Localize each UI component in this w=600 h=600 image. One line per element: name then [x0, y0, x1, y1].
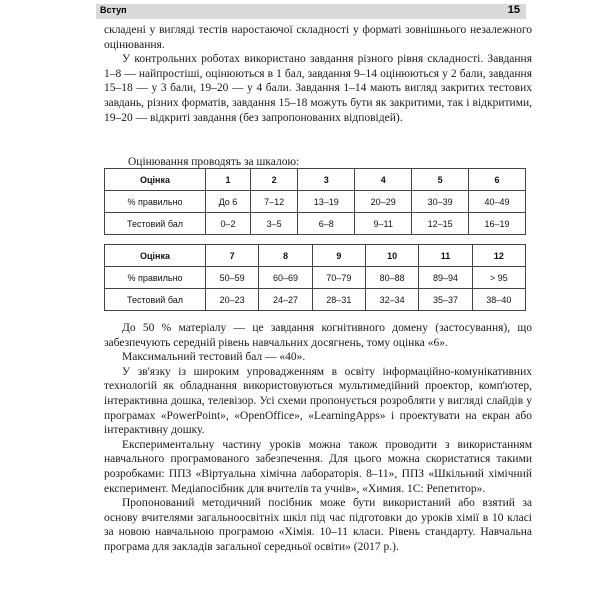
table-cell: 20–23 [206, 289, 259, 311]
table-cell: 6–8 [298, 213, 355, 235]
paragraph: Пропонований методичний посібник може бути використаний або взятий за основу вчителями загальноосвітніх шкіл під час підготовки до уроків хімії в 10 класі за новою навчальною програмою «Хімія. 10–11 класи. Рівень стандарту. Навчальна програма для закладів загальної середньої освіти» (2017 р.). [104, 497, 532, 553]
table-header-cell: 6 [469, 169, 526, 191]
table-cell: 80–88 [365, 267, 418, 289]
table-cell: 12–15 [412, 213, 469, 235]
table-cell: 50–59 [206, 267, 259, 289]
table-cell: 16–19 [469, 213, 526, 235]
table-header-cell: 10 [365, 245, 418, 267]
table-header-cell: 11 [419, 245, 472, 267]
table-cell: % правильно [105, 191, 206, 213]
table-header-cell: Оцінка [105, 245, 206, 267]
grading-table-2 [104, 244, 526, 311]
table-header-cell: 1 [206, 169, 251, 191]
table-cell: 30–39 [412, 191, 469, 213]
table-cell: > 95 [472, 267, 525, 289]
paragraph: Максимальний тестовий бал — «40». [122, 351, 306, 364]
table-cell: 9–11 [355, 213, 412, 235]
table-cell: 7–12 [250, 191, 297, 213]
table-cell: % правильно [105, 267, 206, 289]
table-header-cell: 2 [250, 169, 297, 191]
table-cell: 20–29 [355, 191, 412, 213]
table-cell: 32–34 [365, 289, 418, 311]
table-cell: 28–31 [312, 289, 365, 311]
scale-intro: Оцінювання проводять за шкалою: [128, 156, 300, 168]
section-title: Вступ [100, 5, 127, 15]
table-cell: 0–2 [206, 213, 251, 235]
grading-table-1 [104, 168, 526, 235]
table-cell: 38–40 [472, 289, 525, 311]
running-header [96, 4, 526, 19]
table-header-cell: 5 [412, 169, 469, 191]
table-cell: 3–5 [250, 213, 297, 235]
table-header-cell: 7 [206, 245, 259, 267]
table-header-cell: Оцінка [105, 169, 206, 191]
table-row [105, 289, 526, 311]
table-cell: До 6 [206, 191, 251, 213]
table-cell: 13–19 [298, 191, 355, 213]
table-header-cell: 8 [259, 245, 312, 267]
paragraph: До 50 % матеріалу — це завдання когнітивного домену (застосування), що забезпечують середній рівень навчальних досягнень, тому оцінка «6». [104, 322, 532, 349]
page-number: 15 [507, 4, 520, 16]
table-cell: 24–27 [259, 289, 312, 311]
paragraph: У контрольних роботах використано завдання різного рівня складності. Завдання 1–8 — найпростіші, оцінюються в 1 бал, завдання 9–14 оцінюються у 2 бали, завдання 15–18 — у 3 бали, 19–20 — у 4 бали. Завдання 1–14 мають вигляд закритих тестових завдань, різних форматів, завдання 15–18 можуть бути як закритими, так і відкритими, 19–20 — відкриті завдання (без запропонованих відповідей). [104, 53, 532, 124]
paragraph: У зв'язку із широким упровадженням в освіту інформаційно-комунікативних технологій як обладнання використовуються мультимедійний проектор, комп'ютер, інтерактивна дошка, телевізор. Усі схеми пропонується розробляти у вигляді слайдів у програмах «PowerPoint», «OpenOffice», «LearningApps» і проектувати на екран або інтерактивну дошку. [104, 365, 532, 437]
table-header-cell: 9 [312, 245, 365, 267]
table-header-row [105, 245, 526, 267]
table-cell: 70–79 [312, 267, 365, 289]
table-row [105, 213, 526, 235]
paragraph: Експериментальну частину уроків можна також проводити з використанням навчального програмованого забезпечення. Для цього можна скористатися такими розробками: ППЗ «Віртуальна хімічна лабораторія. 8–11», ППЗ «Шкільний хімічний експеримент. Медіапосібник для вчителів та учнів», «Химия. 1С: Репетитор». [104, 438, 532, 495]
table-header-row [105, 169, 526, 191]
intro-text [104, 23, 532, 125]
table-cell: 40–49 [469, 191, 526, 213]
table-cell: 89–94 [419, 267, 472, 289]
table-cell: 35–37 [419, 289, 472, 311]
table-header-cell: 4 [355, 169, 412, 191]
table-row [105, 267, 526, 289]
table-row [105, 191, 526, 213]
paragraph: складені у вигляді тестів наростаючої складності у форматі зовнішнього незалежного оцінювання. [104, 24, 532, 51]
table-header-cell: 3 [298, 169, 355, 191]
table-header-cell: 12 [472, 245, 525, 267]
table-cell: Тестовий бал [105, 213, 206, 235]
table-cell: Тестовий бал [105, 289, 206, 311]
table-cell: 60–69 [259, 267, 312, 289]
body-text [104, 321, 532, 555]
